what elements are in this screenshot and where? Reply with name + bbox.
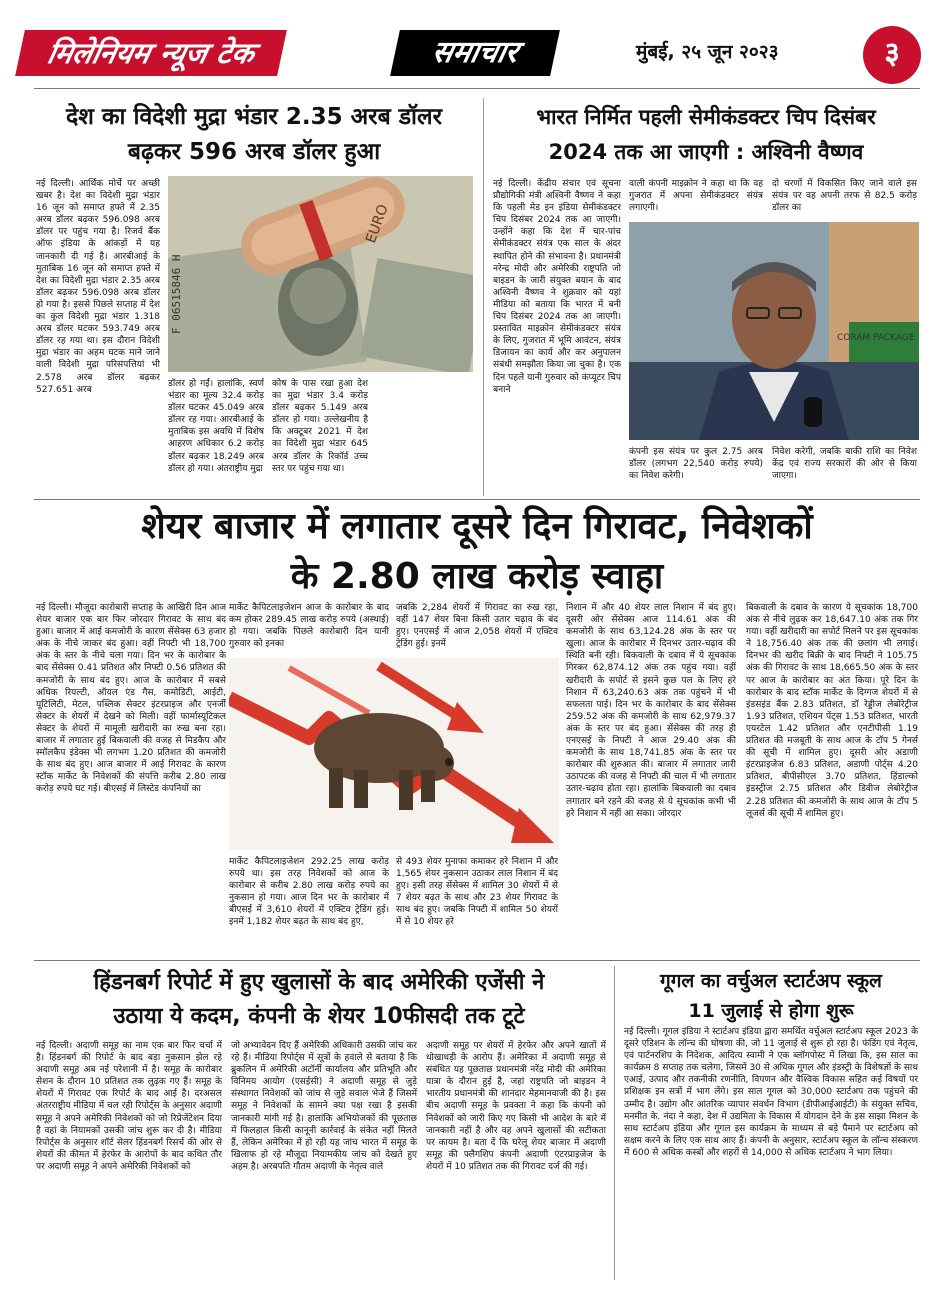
story4-col1: नई दिल्ली। अदाणी समूह का नाम एक बार फिर चर्चा में है। हिंडनबर्ग की रिपोर्ट के बाद बड़ा नुकसान झेल रहे अदाणी समूह अब नई परेशानी में है। समूह के कारोबार सेशन के दौरान 10 प्रतिशत तक लुढ़क गए हैं। समूह के शेयरों में गिरावट एक रिपोर्ट के बाद आई है। दरअसल अंतरराष्ट्रीय मीडिया में चल रही रिपोर्ट्स के अनुसार अदाणी समूह ने अपने अमेरिकी निवेशकों को जो रिप्रेजेंटेशन दिया है वहां के नियामकों उसकी जांच शुरू कर दी है। मीडिया रिपोर्ट्स के अनुसार शॉर्ट सेलर हिंडनबर्ग रिसर्च की ओर से शेयरों की कीमत में हेरफेर के आरोपों के बाद कथित तौर पर अदाणी समूह ने अपने अमेरिकी निवेशकों को <box>36 1041 222 1172</box>
story3-col1: नई दिल्ली। मौजूदा कारोबारी सप्ताह के आखिरी दिन आज शेयर बाजार एक बार फिर जोरदार गिरावट के साथ बंद हुआ। बाजार में आई कमजोरी के कारण सेंसेक्स 63 हजार अंक के नीचे जाकर बंद हुआ। वहीं निफ्टी भी 18,700 अंक के स्तर के नीचे चला गया। दिन भर के कारोबार के बाद सेंसेक्स 0.41 प्रतिशत और निफ्टी 0.56 प्रतिशत की कमजोरी के साथ बंद हुए। आज के कारोबार में सबसे अधिक रियल्टी, ऑयल एंड गैस, कमोडिटी, आईटी, यूटिलिटी, मेटल, पब्लिक सेक्टर इंटरप्राइज और एनर्जी सेक्टर के शेयरों में देखने को मिली। वहीं फार्मास्यूटिकल सेक्टर के शेयरों में मामूली खरीदारी का रुख बना रहा। बाजार में लगातार हुई बिकवाली की वजह से मिडकैप और स्मॉलकैप इंडेक्स भी लगभग 1.20 प्रतिशत की कमजोरी के साथ बंद हुए। आज बाजार में आई गिरावट के कारण स्टॉक मार्केट के निवेशकों की संपत्ति करीब 2.80 लाख करोड़ रुपये घट गई। बीएसई में लिस्टेड कंपनियों का <box>36 603 226 795</box>
column-rule-2 <box>614 966 615 1280</box>
section-rule-2 <box>34 960 920 961</box>
story4-col3: अदाणी समूह पर शेयरों में हेरफेर और अपने खातों में धोखाधड़ी के आरोप हैं। अमेरिका में अदाणी समूह से संबंधित यह पूछताछ प्रधानमंत्री नरेंद्र मोदी की अमेरिका यात्रा के दौरान हुई है, जहां राष्ट्रपति जो बाइडन ने भारतीय प्रधानमंत्री की शानदार मेहमानवाजी की है। इस बीच अदाणी समूह के प्रवक्ता ने कहा कि कंपनी को निवेशकों को जारी किए गए किसी भी आदेश के बारे में जानकारी नहीं है और वह अपने खुलासों की सटीकता पर कायम है। बता दें कि घरेलू शेयर बाजार में अदाणी समूह की फ्लैगशिप कंपनी अदाणी एंटरप्राइजेज के शेयरों में 10 प्रतिशत तक की गिरावट दर्ज की गई। <box>426 1041 606 1172</box>
story4-headline-line1: हिंडनबर्ग रिपोर्ट में हुए खुलासों के बाद अमेरिकी एजेंसी ने <box>93 970 545 995</box>
story4-headline-line2: उठाया ये कदम, कंपनी के शेयर 10फीसदी तक टूटे <box>113 1004 525 1029</box>
story2-headline <box>492 100 920 170</box>
masthead-brand: मिलेनियम न्यूज टेक <box>15 30 287 76</box>
story3-headline-line2: के 2.80 लाख करोड़ स्वाहा <box>290 556 664 597</box>
story5-body: नई दिल्ली। गूगल इंडिया ने स्टार्टअप इंडिया द्वारा समर्थित वर्चुअल स्टार्टअप स्कूल 2023 के दूसरे एडिशन के लॉन्च की घोषणा की, जो 11 जुलाई से शुरू हो रहा है। फंडिंग एवं नेतृत्व, एवं पार्टनरशिप के निदेशक, आदित्य स्वामी ने एक ब्लॉगपोस्ट में लिखा कि, इस साल का कार्यक्रम 8 सप्ताह तक चलेगा, जिसमें 30 से अधिक गूगल और इंडस्ट्री के विशेषज्ञों के साथ एआई, उत्पाद और तकनीकी रणनीति, विपणन और वैश्विक विकास सहित कई विषयों पर प्रशिक्षक इन सत्रों में भाग लेंगे। इस साल गूगल को 30,000 स्टार्टअप तक पहुंचने की उम्मीद है। उद्योग और आंतरिक व्यापार संवर्धन विभाग (डीपीआईआईटी) के संयुक्त सचिव, मनमीत के. नंदा ने कहा, देश में उद्यमिता के विकास में योगदान देने के इस साझा मिशन के साथ स्टार्टअप इंडिया और गूगल इस कार्यक्रम के माध्यम से बड़े पैमाने पर स्टार्टअप को सक्षम करने के लिए एक साथ आए हैं। कंपनी के अनुसार, स्टार्टअप स्कूल के लॉन्च संस्करण में 600 से अधिक कस्बों और शहरों से 14,000 से अधिक स्टार्टअप ने भाग लिया। <box>624 1027 918 1158</box>
story2-col3-bottom: निवेश करेगी, जबकि बाकी राशि का निवेश केंद्र एवं राज्य सरकारों की ओर से किया जाएगा। <box>772 447 917 482</box>
photo-caption: CORAM PACKAGE <box>837 333 915 343</box>
story1-headline-line2: बढ़कर 596 अरब डॉलर हुआ <box>127 139 381 165</box>
page-number: ३ <box>863 26 921 84</box>
story4-col2: जो अभ्यावेदन दिए हैं अमेरिकी अधिकारी उसकी जांच कर रहे हैं। मीडिया रिपोर्ट्स में सूत्रों के हवाले से बताया है कि ब्रुकलिन में अमेरिकी अटॉर्नी कार्यालय और प्रतिभूति और विनिमय आयोग (एसईसी) ने अदाणी समूह से जुड़े संस्थागत निवेशकों को जांच से जुड़े सवाल भेजे हैं जिसमें समूह ने निवेशकों के सामने क्या पक्ष रखा है इसकी जानकारी मांगी गई है। हालांकि अभियोजकों की पूछताछ में फिलहाल किसी कानूनी कार्रवाई के संकेत नहीं मिलते हैं, लेकिन अमेरिका में हो रही यह जांच भारत में समूह के खिलाफ हो रहे मौजूदा नियामकीय जांच को देखते हुए अहम है। अरबपति गौतम अदाणी के नेतृत्व वाले <box>231 1041 417 1172</box>
story5-headline <box>622 966 920 1026</box>
story3-col3-top: जबकि 2,284 शेयरों में गिरावट का रुख रहा, वहीं 147 शेयर बिना किसी उतार चढ़ाव के बंद हुए। एनएसई में आज 2,058 शेयरों में एक्टिव ट्रेडिंग हुई। इनमें <box>396 603 558 650</box>
story3-col3-bottom: से 493 शेयर मुनाफा कमाकर हरे निशान में और 1,565 शेयर नुकसान उठाकर लाल निशान में बंद हुए। इसी तरह सेंसेक्स में शामिल 30 शेयरों में से 7 शेयर बढ़त के साथ और 23 शेयर गिरावट के साथ बंद हुए। जबकि निफ्टी में शामिल 50 शेयरों में से 10 शेयर हरे <box>396 857 558 928</box>
story2-headline-line1: भारत निर्मित पहली सेमीकंडक्टर चिप दिसंबर <box>536 105 876 129</box>
story3-headline-line1: शेयर बाजार में लगातार दूसरे दिन गिरावट, निवेशकों <box>141 506 813 547</box>
story1-col3: कोष के पास रखा हुआ देश का मुद्रा भंडार 3.4 करोड़ डॉलर बढ़कर 5.149 अरब डॉलर हो गया। उल्लेखनीय है कि अक्टूबर 2021 में देश का विदेशी मुद्रा भंडार 645 अरब डॉलर के रिकॉर्ड उच्च स्तर पर पहुंच गया था। <box>272 379 368 474</box>
story3-col2-top: मार्केट कैपिटलाइजेशन आज के कारोबार के बाद कम होकर 289.45 लाख करोड़ रुपये (अस्थाई) हो गया। जबकि पिछले कारोबारी दिन यानी गुरुवार को इनका <box>229 603 389 650</box>
story5-headline-line2: 11 जुलाई से होगा शुरू <box>688 1000 854 1022</box>
column-rule <box>483 98 484 496</box>
section-rule <box>34 499 920 500</box>
story4-headline <box>34 966 604 1034</box>
story3-col4: निशान में और 40 शेयर लाल निशान में बंद हुए। दूसरी ओर सेंसेक्स आज 114.61 अंक की कमजोरी के साथ 63,124.28 अंक के स्तर पर खुला। आज के कारोबार में दिनभर उतार-चढ़ाव की स्थिति बनी रही। बिकवाली के दबाव में ये सूचकांक गिरकर 62,874.12 अंक तक पहुंच गया। वहीं खरीदारी के सपोर्ट से इसने कुछ पल के लिए हरे निशान में 63,240.63 अंक तक पहुंचने में भी सफलता पाई। दिन भर के कारोबार के बाद सेंसेक्स 259.52 अंक की कमजोरी के साथ 62,979.37 अंक के स्तर पर बंद हुआ। सेंसेक्स की तरह ही एनएसई के निफ्टी ने आज 29.40 अंक की कमजोरी के साथ 18,741.85 अंक के स्तर पर कारोबार की शुरुआत की। बाजार में लगातार जारी उठापटक की वजह से निफ्टी की चाल में भी लगातार उतार-चढ़ाव होता रहा। हालांकि बिकवाली का दबाव लगातार बने रहने की वजह से ये सूचकांक कभी भी हरे निशान में नहीं आ सका। जोरदार <box>566 603 736 819</box>
story1-col2: डॉलर हो गईं। हालांकि, स्वर्ण भंडार का मूल्य 32.4 करोड़ डॉलर घटकर 45.049 अरब डॉलर रह गया। आरबीआई के मुताबिक इस अवधि में विशेष आहरण अधिकार 6.2 करोड़ डॉलर बढ़कर 18.249 अरब डॉलर हो गया। अंतराष्ट्रीय मुद्रा <box>168 379 264 474</box>
story3-col2-bottom: मार्केट कैपिटलाइजेशन 292.25 लाख करोड़ रुपये था। इस तरह निवेशकों को आज के कारोबार से करीब 2.80 लाख करोड़ रुपये का नुकसान हो गया। आज दिन भर के कारोबार में बीएसई में 3,610 शेयरों में एक्टिव ट्रेडिंग हुई। इनमें 1,182 शेयर बढ़त के साथ बंद हुए, <box>229 857 389 928</box>
story3-headline <box>34 502 920 602</box>
story2-col2-top: वाली कंपनी माइक्रोन ने कहा था कि वह गुजरात में अपना सेमीकंडक्टर संयंत्र लगाएगी। <box>629 179 763 214</box>
section-tag: समाचार <box>390 30 560 76</box>
story2-col1: नई दिल्ली। केंद्रीय संचार एवं सूचना प्रौद्योगिकी मंत्री अश्विनी वैष्णव ने कहा कि पहली मेड इन इंडिया सेमीकंडक्टर चिप दिसंबर 2024 तक आ जाएगी। उन्होंने कहा कि देश में चार-पांच सेमीकंडक्टर संयंत्र एक साल के अंदर स्थापित होने की संभावना है। प्रधानमंत्री नरेन्द्र मोदी और अमेरिकी राष्ट्रपति जो बाइडन के जारी संयुक्त बयान के बाद अश्विनी वैष्णव ने शुक्रवार को यहां मीडिया को बताया कि भारत में बनी चिप दिसंबर 2024 तक आ जाएगी। प्रस्तावित माइक्रोन सेमीकंडक्टर संयंत्र के लिए, गुजरात में भूमि आवंटन, संयंत्र डिजायन का कार्य और कर अनुपालन संबंधी समझौता किया जा चुका है। एक दिन पहले यानी गुरुवार को कंप्यूटर चिप बनाने <box>493 179 621 395</box>
minister-photo <box>629 222 919 440</box>
bear-market-photo <box>229 658 559 850</box>
masthead-rule <box>34 88 920 89</box>
story1-headline-line1: देश का विदेशी मुद्रा भंडार 2.35 अरब डॉलर <box>66 104 442 130</box>
story2-headline-line2: 2024 तक आ जाएगी : अश्विनी वैष्णव <box>548 140 864 164</box>
story5-headline-line1: गूगल का वर्चुअल स्टार्टअप स्कूल <box>660 970 882 992</box>
story2-col2-bottom: कंपनी इस संयंत्र पर कुल 2.75 अरब डॉलर (लगभग 22,540 करोड़ रुपये) का निवेश करेगी। <box>629 447 763 482</box>
story3-col5: बिकवाली के दबाव के कारण ये सूचकांक 18,700 अंक से नीचे लुढ़क कर 18,647.10 अंक तक गिर गया। वहीं खरीदारी का सपोर्ट मिलने पर इस सूचकांक ने 18,756.40 अंक तक की छलांग भी लगाई। दिनभर की खरीद बिक्री के बाद निफ्टी ने 105.75 अंक की गिरावट के साथ 18,665.50 अंक के स्तर पर आज के कारोबार का अंत किया। पूरे दिन के कारोबार के बाद स्टॉक मार्केट के दिग्गज शेयरों में से इंडसइंड बैंक 2.83 प्रतिशत, डॉ रेड्डीज लेबोरेट्रीज 1.93 प्रतिशत, एशियन पेंट्स 1.53 प्रतिशत, भारती एयरटेल 1.42 प्रतिशत और एनटीपीसी 1.19 प्रतिशत की मजबूती के साथ आज के टॉप 5 गेनर्स की सूची में शामिल हुए। दूसरी ओर अडाणी इंटरप्राइजेज 6.83 प्रतिशत, अडाणी पोर्ट्स 4.20 प्रतिशत, बीपीसीएल 3.70 प्रतिशत, हिंडाल्को इंडस्ट्रीज 2.75 प्रतिशत और डिवीज लेबोरेट्रीज 2.28 प्रतिशत की कमजोरी के साथ आज के टॉप 5 लूजर्स की सूची में शामिल हुए। <box>746 603 918 819</box>
dateline: मुंबई, २५ जून २०२३ <box>636 41 779 63</box>
story2-col3-top: दो चरणों में विकसित किए जाने वाले इस संयंत्र पर वह अपनी तरफ से 82.5 करोड़ डॉलर का <box>772 179 917 214</box>
euro-text: EURO <box>363 202 392 246</box>
currency-photo <box>168 176 473 372</box>
story1-headline <box>34 100 474 170</box>
serial-text: F 06515846 H <box>170 254 183 334</box>
story1-col1: नई दिल्ली। आर्थिक मोर्चे पर अच्छी खबर है। देश का विदेशी मुद्रा भंडार 16 जून को समाप्त हफ्ते में 2.35 अरब डॉलर बढ़कर 596.098 अरब डॉलर पर पहुंच गया है। रिजर्व बैंक ऑफ इंडिया के आंकड़ों में यह जानकारी दी गई है। आरबीआई के मुताबिक 16 जून को समाप्त हफ्ते में देश का विदेशी मुद्रा भंडार 2.35 अरब डॉलर बढ़कर 596.098 अरब डॉलर हो गया है। इससे पिछले सप्ताह में देश का कुल विदेशी मुद्रा भंडार 1.318 अरब डॉलर घटकर 593.749 अरब डॉलर रह गया था। इस दौरान विदेशी मुद्रा भंडार का अहम घटक माने जाने वाली विदेशी मुद्रा परिसंपत्तियां भी 2.578 अरब डॉलर बढ़कर 527.651 अरब <box>36 179 160 395</box>
